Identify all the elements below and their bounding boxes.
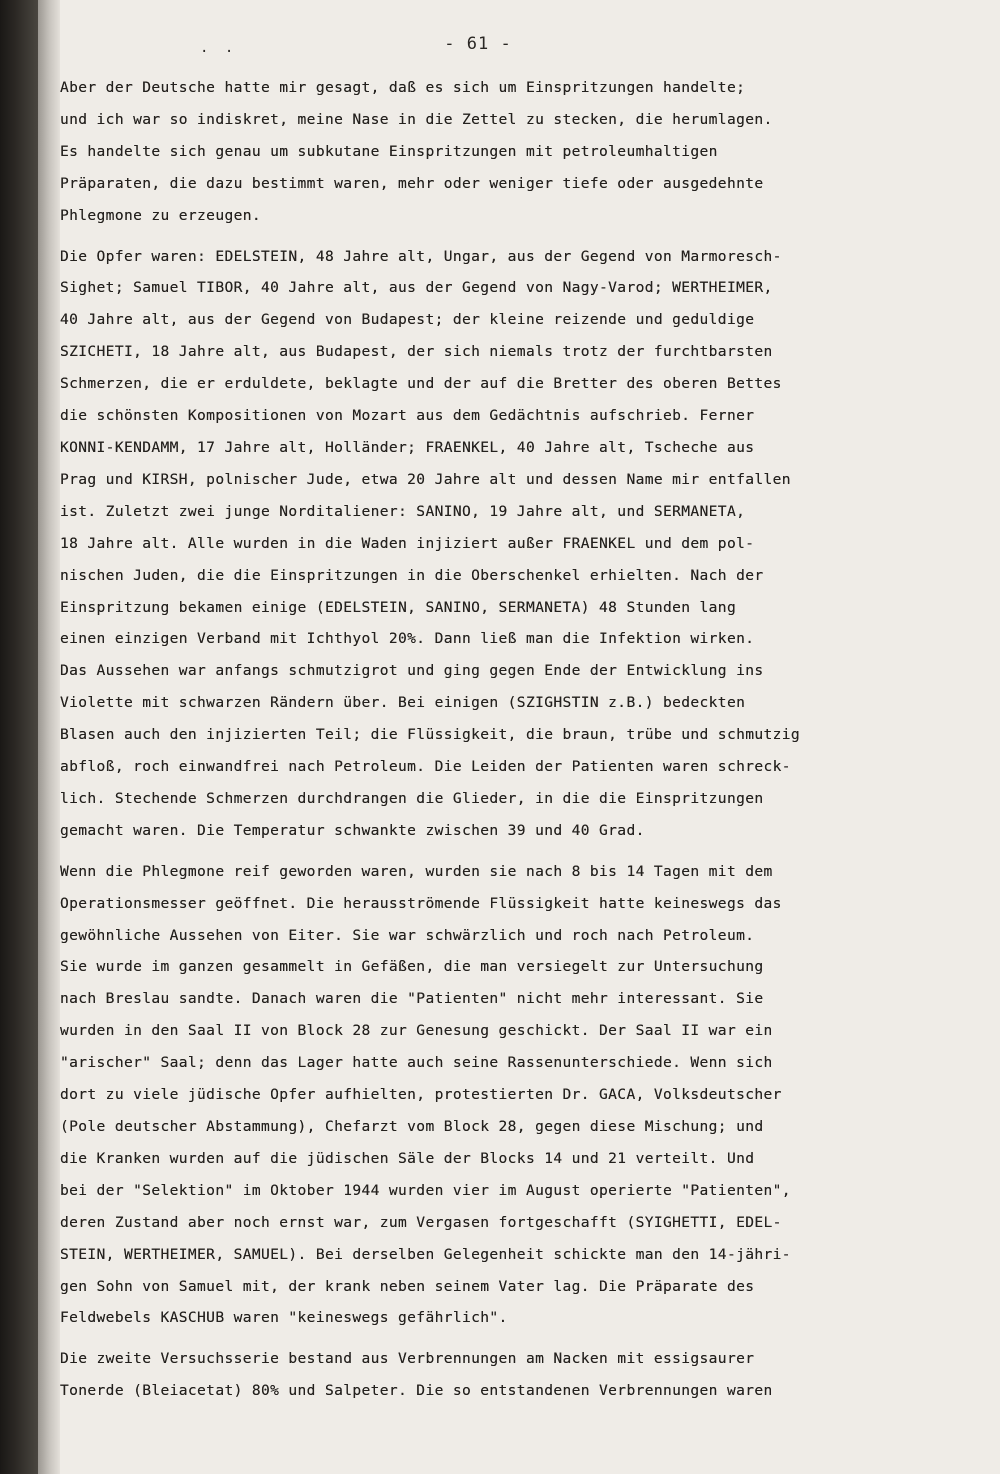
text-line: Operationsmesser geöffnet. Die herausströmende Flüssigkeit hatte keineswegs das bbox=[60, 894, 782, 912]
text-line: Sie wurde im ganzen gesammelt in Gefäßen, die man versiegelt zur Untersuchung bbox=[60, 958, 764, 976]
document-page bbox=[38, 0, 1000, 1474]
text-line: gen Sohn von Samuel mit, der krank neben seinem Vater lag. Die Präparate des bbox=[60, 1277, 755, 1295]
page-number: - 61 - bbox=[444, 34, 512, 54]
text-line: Aber der Deutsche hatte mir gesagt, daß es sich um Einspritzungen handelte; bbox=[60, 79, 746, 96]
text-line: Violette mit schwarzen Rändern über. Bei einigen (SZIGHSTIN z.B.) bedeckten bbox=[60, 694, 746, 712]
text-line: Phlegmone zu erzeugen. bbox=[60, 206, 261, 224]
left-margin bbox=[0, 0, 38, 1474]
header-dots: . . bbox=[200, 40, 238, 56]
text-line: Prag und KIRSH, polnischer Jude, etwa 20 Jahre alt und dessen Name mir entfallen bbox=[60, 470, 791, 488]
text-line: abfloß, roch einwandfrei nach Petroleum. Die Leiden der Patienten waren schreck- bbox=[60, 758, 791, 776]
text-line: die schönsten Kompositionen von Mozart aus dem Gedächtnis aufschrieb. Ferner bbox=[60, 407, 755, 425]
text-line: 40 Jahre alt, aus der Gegend von Budapest; der kleine reizende und geduldige bbox=[60, 311, 755, 329]
text-line: Das Aussehen war anfangs schmutzigrot und ging gegen Ende der Entwicklung ins bbox=[60, 662, 764, 680]
text-line: einen einzigen Verband mit Ichthyol 20%. Dann ließ man die Infektion wirken. bbox=[60, 630, 755, 648]
text-line: Es handelte sich genau um subkutane Einspritzungen mit petroleumhaltigen bbox=[60, 142, 718, 160]
text-line: und ich war so indiskret, meine Nase in die Zettel zu stecken, die herumlagen. bbox=[60, 110, 773, 128]
page-binding-shadow bbox=[38, 0, 60, 1474]
text-line: KONNI-KENDAMM, 17 Jahre alt, Holländer; FRAENKEL, 40 Jahre alt, Tscheche aus bbox=[60, 438, 755, 456]
body-text bbox=[60, 72, 940, 1416]
text-line: Schmerzen, die er erduldete, beklagte und der auf die Bretter des oberen Bettes bbox=[60, 375, 782, 393]
paragraph bbox=[60, 241, 940, 847]
text-line: Wenn die Phlegmone reif geworden waren, wurden sie nach 8 bis 14 Tagen mit dem bbox=[60, 862, 773, 880]
paragraph bbox=[60, 856, 940, 1335]
text-line: nischen Juden, die die Einspritzungen in die Oberschenkel erhielten. Nach der bbox=[60, 566, 764, 584]
text-line: Blasen auch den injizierten Teil; die Flüssigkeit, die braun, trübe und schmutzig bbox=[60, 726, 801, 744]
text-line: wurden in den Saal II von Block 28 zur Genesung geschickt. Der Saal II war ein bbox=[60, 1022, 773, 1040]
text-line: Die Opfer waren: EDELSTEIN, 48 Jahre alt, Ungar, aus der Gegend von Marmoresch- bbox=[60, 247, 782, 265]
text-line: die Kranken wurden auf die jüdischen Säle der Blocks 14 und 21 verteilt. Und bbox=[60, 1149, 755, 1167]
text-line: ist. Zuletzt zwei junge Norditaliener: SANINO, 19 Jahre alt, und SERMANETA, bbox=[60, 502, 746, 520]
text-line: Einspritzung bekamen einige (EDELSTEIN, SANINO, SERMANETA) 48 Stunden lang bbox=[60, 598, 737, 616]
text-line: Sighet; Samuel TIBOR, 40 Jahre alt, aus der Gegend von Nagy-Varod; WERTHEIMER, bbox=[60, 279, 773, 297]
paragraph bbox=[60, 1343, 940, 1407]
text-line: "arischer" Saal; denn das Lager hatte auch seine Rassenunterschiede. Wenn sich bbox=[60, 1054, 773, 1072]
text-line: nach Breslau sandte. Danach waren die "Patienten" nicht mehr interessant. Sie bbox=[60, 990, 764, 1008]
text-line: Die zweite Versuchsserie bestand aus Verbrennungen am Nacken mit essigsaurer bbox=[60, 1350, 755, 1368]
paragraph bbox=[60, 72, 940, 232]
text-line: Präparaten, die dazu bestimmt waren, mehr oder weniger tiefe oder ausgedehnte bbox=[60, 174, 764, 192]
text-line: Feldwebels KASCHUB waren "keineswegs gefährlich". bbox=[60, 1309, 508, 1327]
text-line: gemacht waren. Die Temperatur schwankte zwischen 39 und 40 Grad. bbox=[60, 821, 645, 839]
text-line: (Pole deutscher Abstammung), Chefarzt vom Block 28, gegen diese Mischung; und bbox=[60, 1118, 764, 1135]
text-line: deren Zustand aber noch ernst war, zum Vergasen fortgeschafft (SYIGHETTI, EDEL- bbox=[60, 1213, 782, 1231]
text-line: lich. Stechende Schmerzen durchdrangen die Glieder, in die die Einspritzungen bbox=[60, 789, 764, 807]
text-line: dort zu viele jüdische Opfer aufhielten, protestierten Dr. GACA, Volksdeutscher bbox=[60, 1086, 782, 1104]
text-line: 18 Jahre alt. Alle wurden in die Waden injiziert außer FRAENKEL und dem pol- bbox=[60, 534, 755, 552]
text-line: SZICHETI, 18 Jahre alt, aus Budapest, der sich niemals trotz der furchtbarsten bbox=[60, 343, 773, 361]
text-line: bei der "Selektion" im Oktober 1944 wurden vier im August operierte "Patienten", bbox=[60, 1181, 791, 1199]
text-line: STEIN, WERTHEIMER, SAMUEL). Bei derselben Gelegenheit schickte man den 14-jähri- bbox=[60, 1245, 791, 1263]
text-line: Tonerde (Bleiacetat) 80% und Salpeter. Die so entstandenen Verbrennungen waren bbox=[60, 1382, 773, 1400]
text-line: gewöhnliche Aussehen von Eiter. Sie war schwärzlich und roch nach Petroleum. bbox=[60, 926, 755, 944]
